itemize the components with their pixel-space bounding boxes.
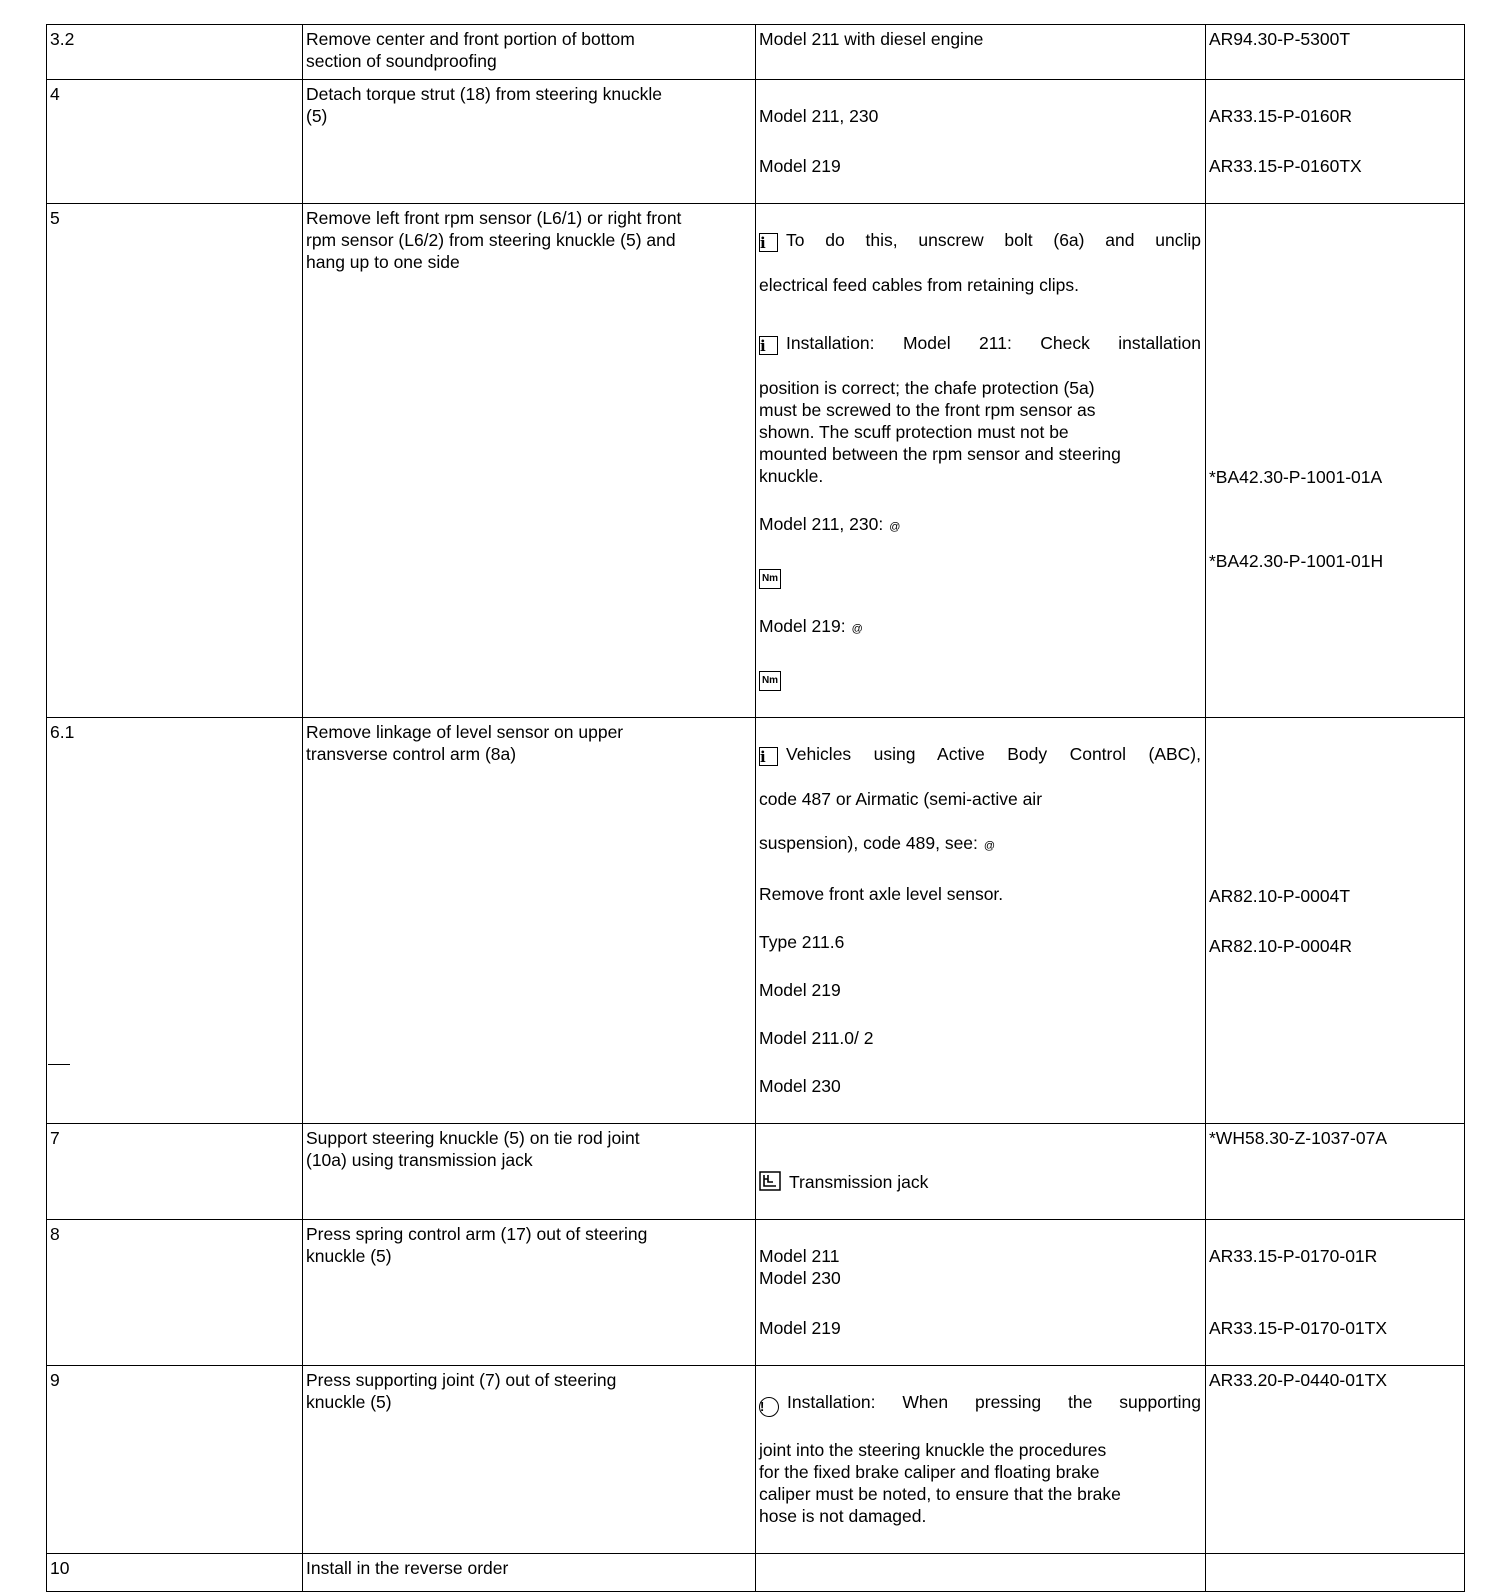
table-row [47,1220,1465,1366]
model-line: Model 219: @ [759,616,863,636]
list-item: Remove front axle level sensor. [759,884,1004,904]
step-number: 10 [47,1554,303,1592]
procedure-table [46,24,1465,1592]
list-item: Model 219 [759,980,841,1000]
note-text: position is correct; the chafe protection (5a) must be screwed to the front rpm sensor as shown. The scuff protection must not be mounted between the rpm sensor and steering knuckle. [759,378,1121,486]
note-text: Vehicles using Active Body Control (ABC), [786,744,1201,764]
step-number: 8 [47,1220,303,1366]
notes-cell [756,1220,1206,1366]
list-item: Model 230 [759,1076,841,1096]
installation-note: Installation: When pressing the supporting [787,1392,1201,1412]
note-text: suspension), code 489, see: @ [759,833,996,853]
table-row [47,1366,1465,1554]
reference-link[interactable]: *WH58.30-Z-1037-07A [1209,1128,1387,1148]
table-row [47,1554,1465,1592]
operation-text: Remove center and front portion of bottom section of soundproofing [303,25,756,80]
step-number: 9 [47,1366,303,1554]
refs-cell [1206,204,1465,718]
note-first-line [759,332,1201,355]
notes-cell [756,1124,1206,1220]
operation-text: Press spring control arm (17) out of steering knuckle (5) [303,1220,756,1366]
operation-text: Support steering knuckle (5) on tie rod joint (10a) using transmission jack [303,1124,756,1220]
model-line: Model 211, 230: @ [759,514,901,534]
note-text: Model 219 [759,156,841,176]
reference-link[interactable]: AR33.15-P-0160R [1209,106,1352,126]
info-icon: i [759,747,778,766]
installation-note: Installation: Model 211: Check installation [786,333,1201,353]
torque-icon: Nm [759,569,781,589]
note-first-line [759,1391,1201,1417]
operation-text: Install in the reverse order [303,1554,756,1592]
refs-cell [1206,1554,1465,1592]
step-number: 7 [47,1124,303,1220]
note-text: Model 211 with diesel engine [759,29,984,49]
note-text: Model 219 [759,1318,841,1338]
notes-cell [756,1554,1206,1592]
note-text: To do this, unscrew bolt (6a) and unclip [786,230,1201,250]
list-item: Model 211.0/ 2 [759,1028,874,1048]
operation-text: Press supporting joint (7) out of steering knuckle (5) [303,1366,756,1554]
caution-icon: ! [759,1397,779,1417]
tool-name: Transmission jack [789,1172,929,1192]
reference-link[interactable]: AR33.15-P-0160TX [1209,156,1362,176]
operation-text: Detach torque strut (18) from steering knuckle (5) [303,80,756,204]
step-number: 6.1 [47,718,303,1124]
reference-link[interactable]: *BA42.30-P-1001-01H [1209,551,1384,571]
reference-link[interactable]: AR33.15-P-0170-01TX [1209,1318,1388,1338]
list-item: Type 211.6 [759,932,845,952]
refs-cell [1206,1124,1465,1220]
operation-text: Remove left front rpm sensor (L6/1) or right front rpm sensor (L6/2) from steering knuckle (5) and hang up to one side [303,204,756,718]
reference-link[interactable]: *BA42.30-P-1001-01A [1209,467,1383,487]
notes-cell [756,25,1206,80]
link-icon[interactable]: @ [889,521,901,533]
transmission-jack-icon [759,1171,781,1191]
reference-link[interactable]: AR82.10-P-0004T [1209,886,1351,906]
info-icon: i [759,336,778,355]
page-footer-mark [48,1064,70,1068]
step-number: 4 [47,80,303,204]
table-row [47,1124,1465,1220]
refs-cell [1206,80,1465,204]
link-icon[interactable]: @ [983,840,996,852]
notes-cell [756,80,1206,204]
link-icon[interactable]: @ [851,623,863,635]
notes-cell [756,204,1206,718]
reference-link[interactable]: AR82.10-P-0004R [1209,936,1352,956]
refs-cell [1206,25,1465,80]
refs-cell [1206,1220,1465,1366]
notes-cell [756,718,1206,1124]
refs-cell [1206,718,1465,1124]
step-number: 5 [47,204,303,718]
info-icon: i [759,233,778,252]
table-row [47,204,1465,718]
refs-cell [1206,1366,1465,1554]
notes-cell [756,1366,1206,1554]
reference-link[interactable]: AR33.15-P-0170-01R [1209,1246,1378,1266]
table-row [47,25,1465,80]
reference-link[interactable]: AR94.30-P-5300T [1209,29,1351,49]
table-row [47,80,1465,204]
operation-text: Remove linkage of level sensor on upper transverse control arm (8a) [303,718,756,1124]
note-first-line [759,229,1201,252]
note-text: joint into the steering knuckle the procedures for the fixed brake caliper and floating brake caliper must be noted, to ensure that the brake hose is not damaged. [759,1440,1121,1526]
reference-link[interactable]: AR33.20-P-0440-01TX [1209,1370,1388,1390]
note-text: electrical feed cables from retaining clips. [759,275,1080,295]
note-first-line [759,743,1201,766]
note-text: Model 211, 230 [759,106,879,126]
note-text: Model 211 Model 230 [759,1246,841,1288]
torque-icon: Nm [759,671,781,691]
step-number: 3.2 [47,25,303,80]
table-row [47,718,1465,1124]
note-text: code 487 or Airmatic (semi-active air [759,789,1043,809]
